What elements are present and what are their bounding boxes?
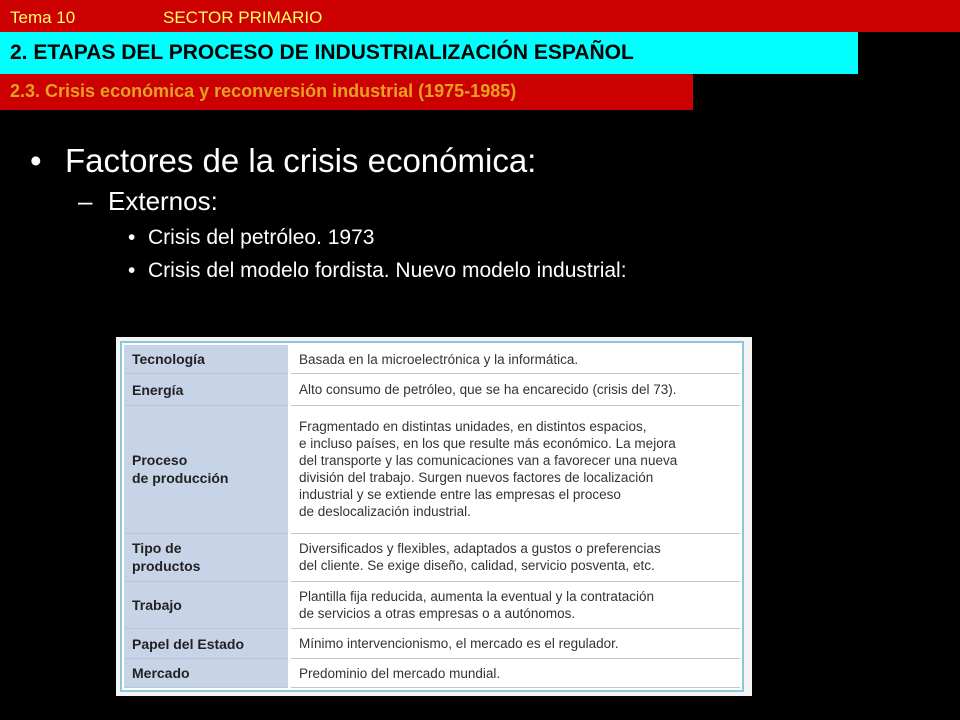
table-value: Basada en la microelectrónica y la informática. [290,345,741,374]
table-value: Fragmentado en distintas unidades, en distintos espacios, e incluso países, en los que resulte más económico. La mejora del transporte y las comunicaciones van a favorecer una nueva división del trabajo. Surgen nuevos factores de localización industrial y se extiende entre las empresas el proceso de deslocalización industrial. [290,406,741,534]
industrial-model-table-image [116,337,752,696]
bullet-level3-text: Crisis del modelo fordista. Nuevo modelo industrial: [148,259,627,282]
bullet-level3-text: Crisis del petróleo. 1973 [148,226,375,249]
table-key: Energía [124,374,290,406]
bullet-level2-text: Externos: [108,186,218,216]
section-title: 2. ETAPAS DEL PROCESO DE INDUSTRIALIZACIÓN ESPAÑOL [10,41,634,64]
table-value: Mínimo intervencionismo, el mercado es el regulador. [290,629,741,659]
subsection-title: 2.3. Crisis económica y reconversión industrial (1975-1985) [10,81,517,101]
table-key: Papel del Estado [124,629,290,659]
table-row [124,659,740,688]
top-bar [0,0,960,32]
table-border [120,341,744,692]
table-key: Trabajo [124,582,290,629]
table-row [124,533,740,581]
subsection-title-bar [0,74,693,110]
table-row [124,629,740,659]
table-value: Plantilla fija reducida, aumenta la eventual y la contratación de servicios a otras empresas o a autónomos. [290,582,741,629]
bullet-dot-icon: • [128,226,136,249]
table-key: Mercado [124,659,290,688]
section-title-bar [0,32,858,74]
table-key: Tipo de productos [124,533,290,581]
tema-label: Tema 10 [10,8,76,27]
table-value: Diversificados y flexibles, adaptados a gustos o preferencias del cliente. Se exige diseño, calidad, servicio posventa, etc. [290,533,741,581]
table-key: Tecnología [124,345,290,374]
bullet-level1-text: Factores de la crisis económica: [65,142,537,179]
table-row [124,374,740,406]
table-key: Proceso de producción [124,406,290,534]
table-value: Predominio del mercado mundial. [290,659,741,688]
table-value: Alto consumo de petróleo, que se ha encarecido (crisis del 73). [290,374,741,406]
industrial-model-table [124,345,740,688]
dash-icon: – [78,186,93,216]
bullet-dot-icon: • [128,259,136,282]
sector-label: SECTOR PRIMARIO [163,8,323,27]
table-row [124,406,740,534]
bullet-dot-icon: • [30,142,42,179]
table-row [124,345,740,374]
table-row [124,582,740,629]
